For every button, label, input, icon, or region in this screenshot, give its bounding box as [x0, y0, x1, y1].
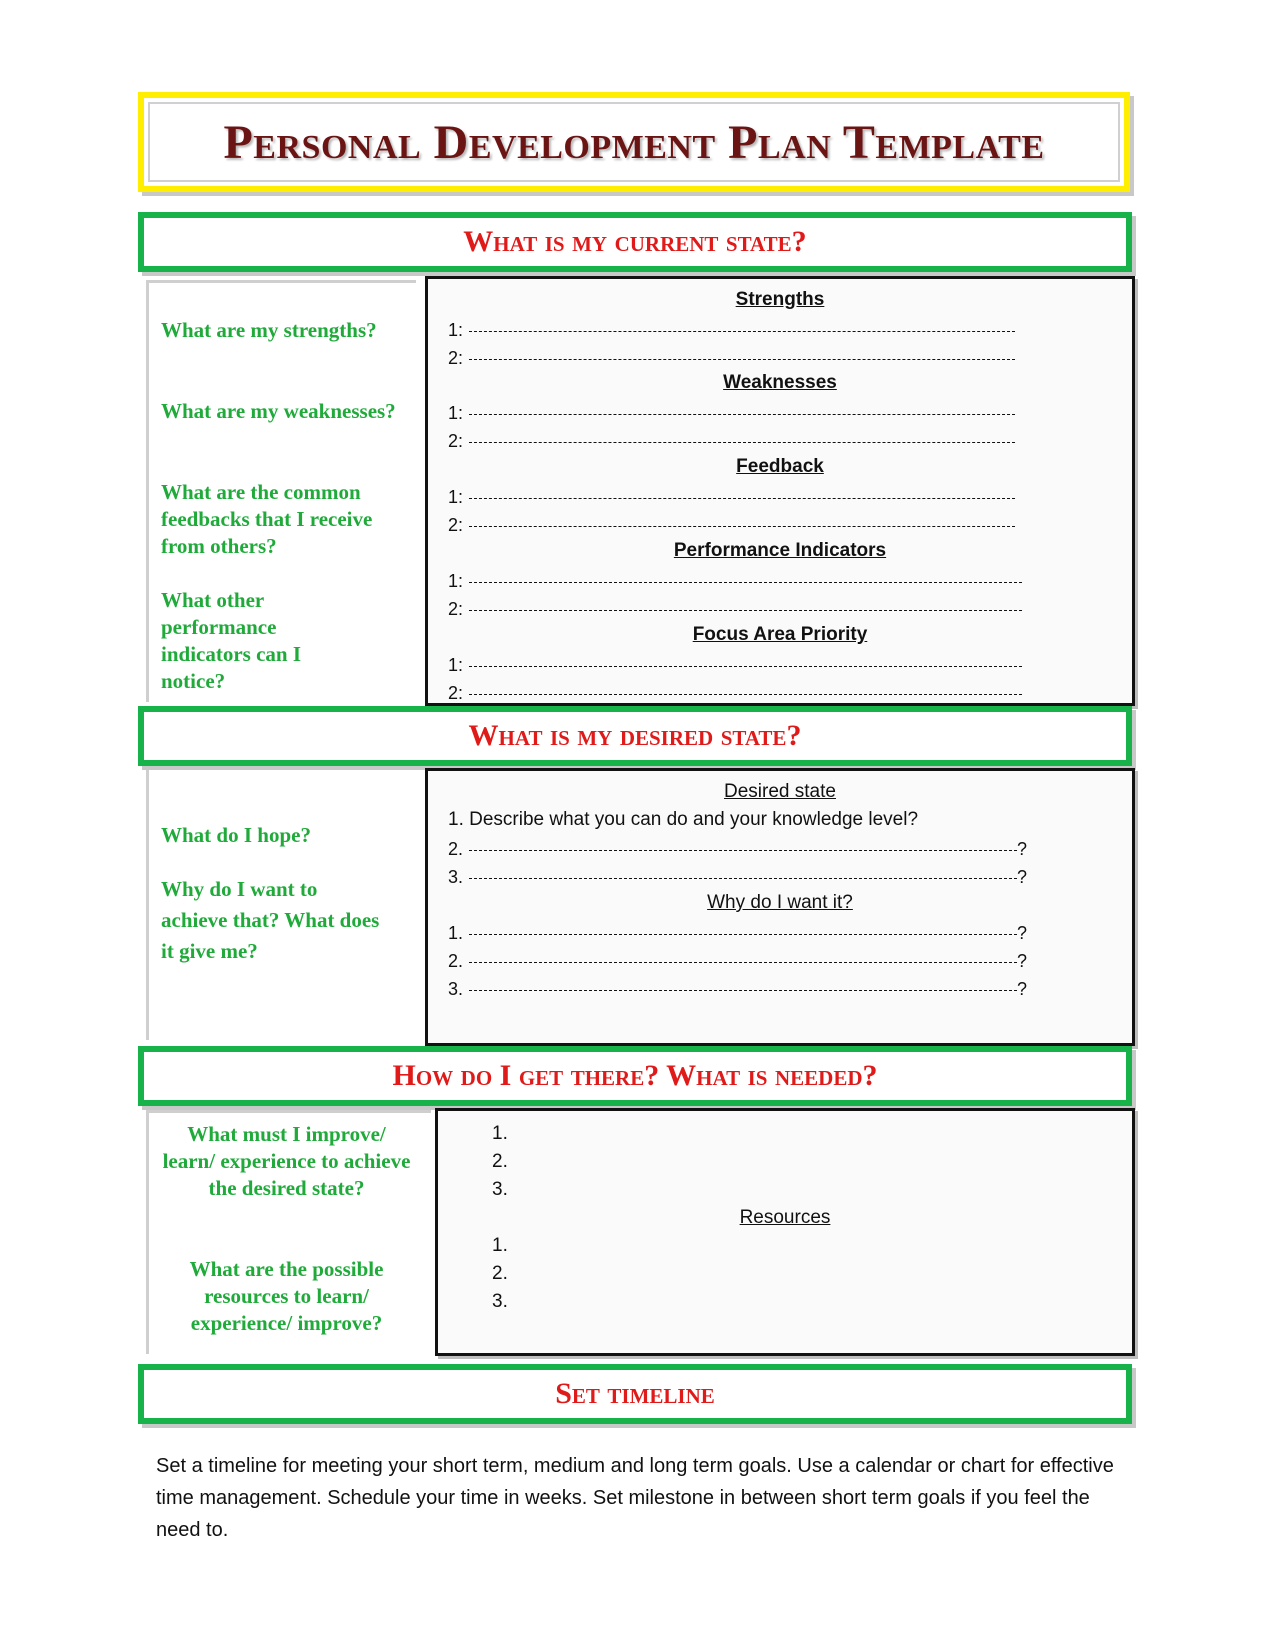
item-number[interactable]: 3. — [492, 1179, 508, 1200]
line-number: 3. — [448, 867, 464, 887]
line-number: 1. — [448, 923, 464, 943]
answer-line[interactable] — [448, 598, 1022, 620]
end-mark: ? — [1017, 979, 1028, 999]
line-number: 2: — [448, 431, 464, 451]
resources-label: Resources — [739, 1207, 831, 1228]
desired-first-line: 1. Describe what you can do and your knowledge level? — [448, 809, 919, 830]
end-mark: ? — [1017, 923, 1028, 943]
section-header-set-timeline — [138, 1364, 1132, 1424]
answer-line[interactable] — [448, 402, 1015, 424]
answer-line[interactable] — [448, 922, 1027, 944]
section-heading: Set timeline — [555, 1377, 715, 1410]
question-weaknesses: What are my weaknesses? — [161, 399, 396, 423]
title-box — [138, 92, 1130, 192]
line-number: 2: — [448, 515, 464, 535]
end-mark: ? — [1017, 951, 1028, 971]
answer-line[interactable] — [448, 950, 1027, 972]
line-number: 2: — [448, 348, 464, 368]
end-mark: ? — [1017, 867, 1028, 887]
question-resources: What are the possible resources to learn/ experience/ improve? — [189, 1257, 384, 1335]
dash-fill — [469, 498, 1015, 499]
dash-fill — [469, 359, 1015, 360]
answer-line[interactable] — [448, 682, 1022, 704]
page-title: Personal Development Plan Template — [223, 115, 1045, 169]
question-column-current — [146, 280, 416, 702]
question-why: Why do I want to achieve that? What does it give me? — [161, 877, 380, 963]
group-label-performance-indicators: Performance Indicators — [673, 540, 887, 561]
dash-fill — [469, 582, 1022, 583]
dash-fill — [469, 962, 1017, 963]
line-number: 2: — [448, 599, 464, 619]
section-header-desired-state — [138, 706, 1132, 766]
dash-fill — [469, 331, 1015, 332]
line-number: 1: — [448, 487, 464, 507]
line-number: 2: — [448, 683, 464, 703]
item-number[interactable]: 1. — [492, 1123, 508, 1144]
resource-number[interactable]: 2. — [492, 1263, 508, 1284]
item-number[interactable]: 2. — [492, 1151, 508, 1172]
question-improve: What must I improve/ learn/ experience to achieve the desired state? — [162, 1122, 411, 1200]
question-column-needed — [146, 1110, 431, 1354]
question-feedback: What are the common feedbacks that I receive from others? — [161, 480, 373, 558]
line-number: 1: — [448, 655, 464, 675]
dash-fill — [469, 610, 1022, 611]
dash-fill — [469, 526, 1015, 527]
question-performance: What other performance indicators can I notice? — [161, 588, 302, 693]
answer-line[interactable] — [448, 430, 1015, 452]
desired-state-panel — [425, 768, 1135, 1046]
section-heading: How do I get there? What is needed? — [392, 1059, 878, 1092]
line-number: 2. — [448, 951, 464, 971]
line-number: 3. — [448, 979, 464, 999]
desired-state-label: Desired state — [724, 781, 836, 802]
resource-number[interactable]: 3. — [492, 1291, 508, 1312]
line-number: 1: — [448, 571, 464, 591]
current-state-panel — [425, 276, 1135, 706]
answer-line[interactable] — [448, 486, 1015, 508]
answer-line[interactable] — [448, 570, 1022, 592]
answer-line[interactable] — [448, 654, 1022, 676]
group-label-focus-area-priority: Focus Area Priority — [692, 624, 868, 645]
dash-fill — [469, 666, 1022, 667]
line-number: 2. — [448, 839, 464, 859]
end-mark: ? — [1017, 839, 1028, 859]
answer-line[interactable] — [448, 347, 1015, 369]
line-number: 1: — [448, 320, 464, 340]
line-number: 1: — [448, 403, 464, 423]
why-label: Why do I want it? — [707, 892, 853, 913]
dash-fill — [469, 694, 1022, 695]
dash-fill — [469, 850, 1017, 851]
dash-fill — [469, 414, 1015, 415]
dash-fill — [469, 442, 1015, 443]
dash-fill — [469, 990, 1017, 991]
section-heading: What is my current state? — [463, 225, 807, 258]
group-label-strengths: Strengths — [735, 289, 825, 310]
answer-line[interactable] — [448, 838, 1027, 860]
section-heading: What is my desired state? — [468, 719, 802, 752]
section-header-current-state — [138, 212, 1132, 272]
dash-fill — [469, 934, 1017, 935]
answer-line[interactable] — [448, 866, 1027, 888]
answer-line[interactable] — [448, 978, 1027, 1000]
answer-line[interactable] — [448, 514, 1015, 536]
group-label-weaknesses: Weaknesses — [723, 372, 837, 393]
resource-number[interactable]: 1. — [492, 1235, 508, 1256]
dash-fill — [469, 878, 1017, 879]
group-label-feedback: Feedback — [736, 456, 824, 477]
needed-panel — [435, 1108, 1135, 1356]
question-strengths: What are my strengths? — [161, 318, 377, 342]
section-header-how-to-get-there — [138, 1046, 1132, 1106]
timeline-description: Set a timeline for meeting your short term, medium and long term goals. Use a calendar or chart for effective time management. Schedule your time in weeks. Set milestone in between short term goals if you feel the need to. — [156, 1455, 1114, 1541]
answer-line[interactable] — [448, 319, 1015, 341]
question-column-desired — [146, 770, 416, 1040]
question-hope: What do I hope? — [161, 823, 311, 847]
title-inner — [148, 102, 1120, 182]
